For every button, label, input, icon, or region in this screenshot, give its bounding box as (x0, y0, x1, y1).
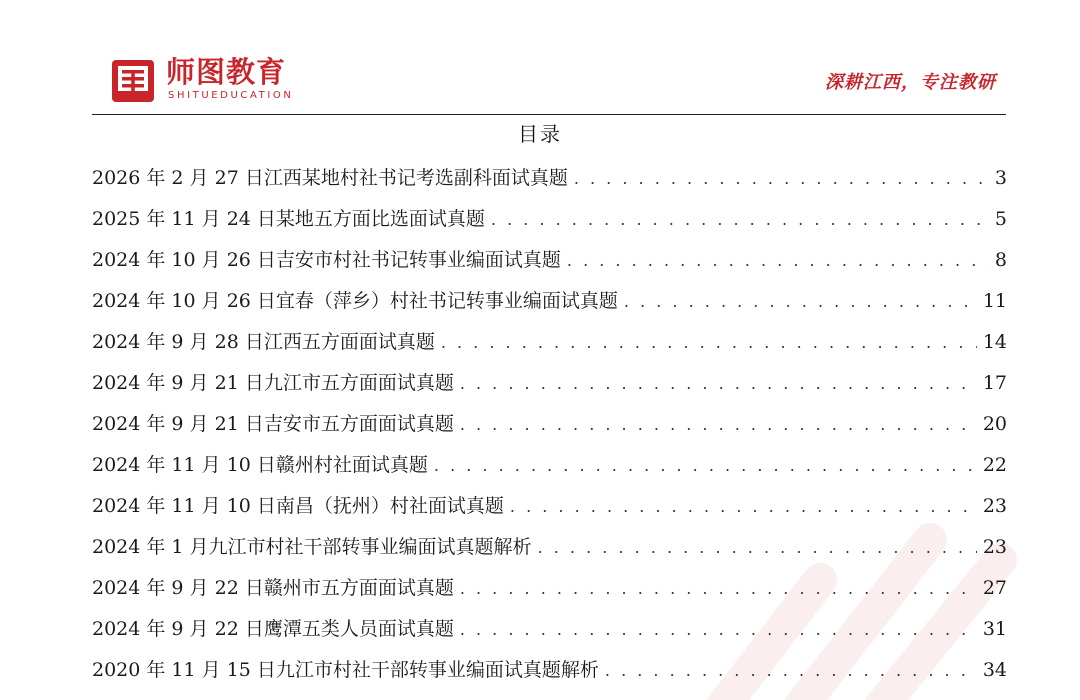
toc-entry[interactable] (92, 486, 1007, 527)
toc-leader-dots (434, 445, 977, 486)
toc-entry-page: 11 (982, 290, 1007, 312)
toc-title: 目录 (518, 122, 562, 146)
toc-entry-page: 20 (982, 413, 1007, 435)
toc-entry-page: 5 (994, 208, 1007, 230)
toc-entry[interactable] (92, 609, 1007, 650)
toc-entry-title: 2024 年 1 月九江市村社干部转事业编面试真题解析 (92, 536, 532, 558)
toc-entry[interactable] (92, 240, 1007, 281)
header-divider (92, 114, 1006, 115)
toc-entry[interactable] (92, 199, 1007, 240)
toc-list (92, 158, 1007, 691)
toc-entry-page: 27 (982, 577, 1007, 599)
toc-entry-title: 2024 年 10 月 26 日宜春（萍乡）村社书记转事业编面试真题 (92, 290, 618, 312)
toc-entry-page: 3 (994, 167, 1007, 189)
toc-entry-title: 2024 年 9 月 22 日鹰潭五类人员面试真题 (92, 618, 454, 640)
toc-entry-title: 2024 年 9 月 21 日吉安市五方面面试真题 (92, 413, 454, 435)
toc-leader-dots (574, 158, 989, 199)
toc-entry[interactable] (92, 158, 1007, 199)
toc-entry-title: 2024 年 11 月 10 日南昌（抚州）村社面试真题 (92, 495, 504, 517)
toc-entry-page: 34 (982, 659, 1007, 681)
toc-entry-page: 22 (982, 454, 1007, 476)
toc-leader-dots (605, 650, 977, 691)
toc-entry[interactable] (92, 404, 1007, 445)
toc-entry[interactable] (92, 650, 1007, 691)
toc-leader-dots (460, 568, 977, 609)
toc-entry-title: 2024 年 9 月 22 日赣州市五方面面试真题 (92, 577, 454, 599)
toc-leader-dots (510, 486, 977, 527)
toc-leader-dots (491, 199, 989, 240)
toc-entry-page: 23 (982, 536, 1007, 558)
toc-leader-dots (460, 404, 977, 445)
toc-entry[interactable] (92, 322, 1007, 363)
toc-leader-dots (624, 281, 977, 322)
page-header (94, 50, 1006, 114)
toc-entry-title: 2024 年 10 月 26 日吉安市村社书记转事业编面试真题 (92, 249, 561, 271)
toc-leader-dots (460, 363, 977, 404)
toc-leader-dots (538, 527, 977, 568)
toc-entry-title: 2024 年 11 月 10 日赣州村社面试真题 (92, 454, 428, 476)
toc-entry[interactable] (92, 527, 1007, 568)
logo-chinese-name: 师图教育 (166, 55, 287, 89)
toc-entry[interactable] (92, 363, 1007, 404)
toc-entry[interactable] (92, 445, 1007, 486)
toc-entry[interactable] (92, 568, 1007, 609)
toc-entry-title: 2026 年 2 月 27 日江西某地村社书记考选副科面试真题 (92, 167, 568, 189)
toc-leader-dots (567, 240, 989, 281)
toc-entry-title: 2024 年 9 月 21 日九江市五方面面试真题 (92, 372, 454, 394)
shitu-logo-icon (110, 58, 156, 104)
toc-leader-dots (460, 609, 977, 650)
toc-entry-page: 14 (982, 331, 1007, 353)
toc-entry-title: 2024 年 9 月 28 日江西五方面面试真题 (92, 331, 435, 353)
toc-entry-page: 8 (994, 249, 1007, 271)
toc-entry-page: 31 (982, 618, 1007, 640)
toc-entry[interactable] (92, 281, 1007, 322)
toc-entry-page: 23 (982, 495, 1007, 517)
header-slogan: 深耕江西，专注教研 (825, 72, 996, 93)
toc-entry-title: 2025 年 11 月 24 日某地五方面比选面试真题 (92, 208, 485, 230)
logo-english-name: SHITUEDUCATION (168, 90, 294, 101)
toc-leader-dots (441, 322, 977, 363)
toc-entry-title: 2020 年 11 月 15 日九江市村社干部转事业编面试真题解析 (92, 659, 599, 681)
toc-entry-page: 17 (982, 372, 1007, 394)
